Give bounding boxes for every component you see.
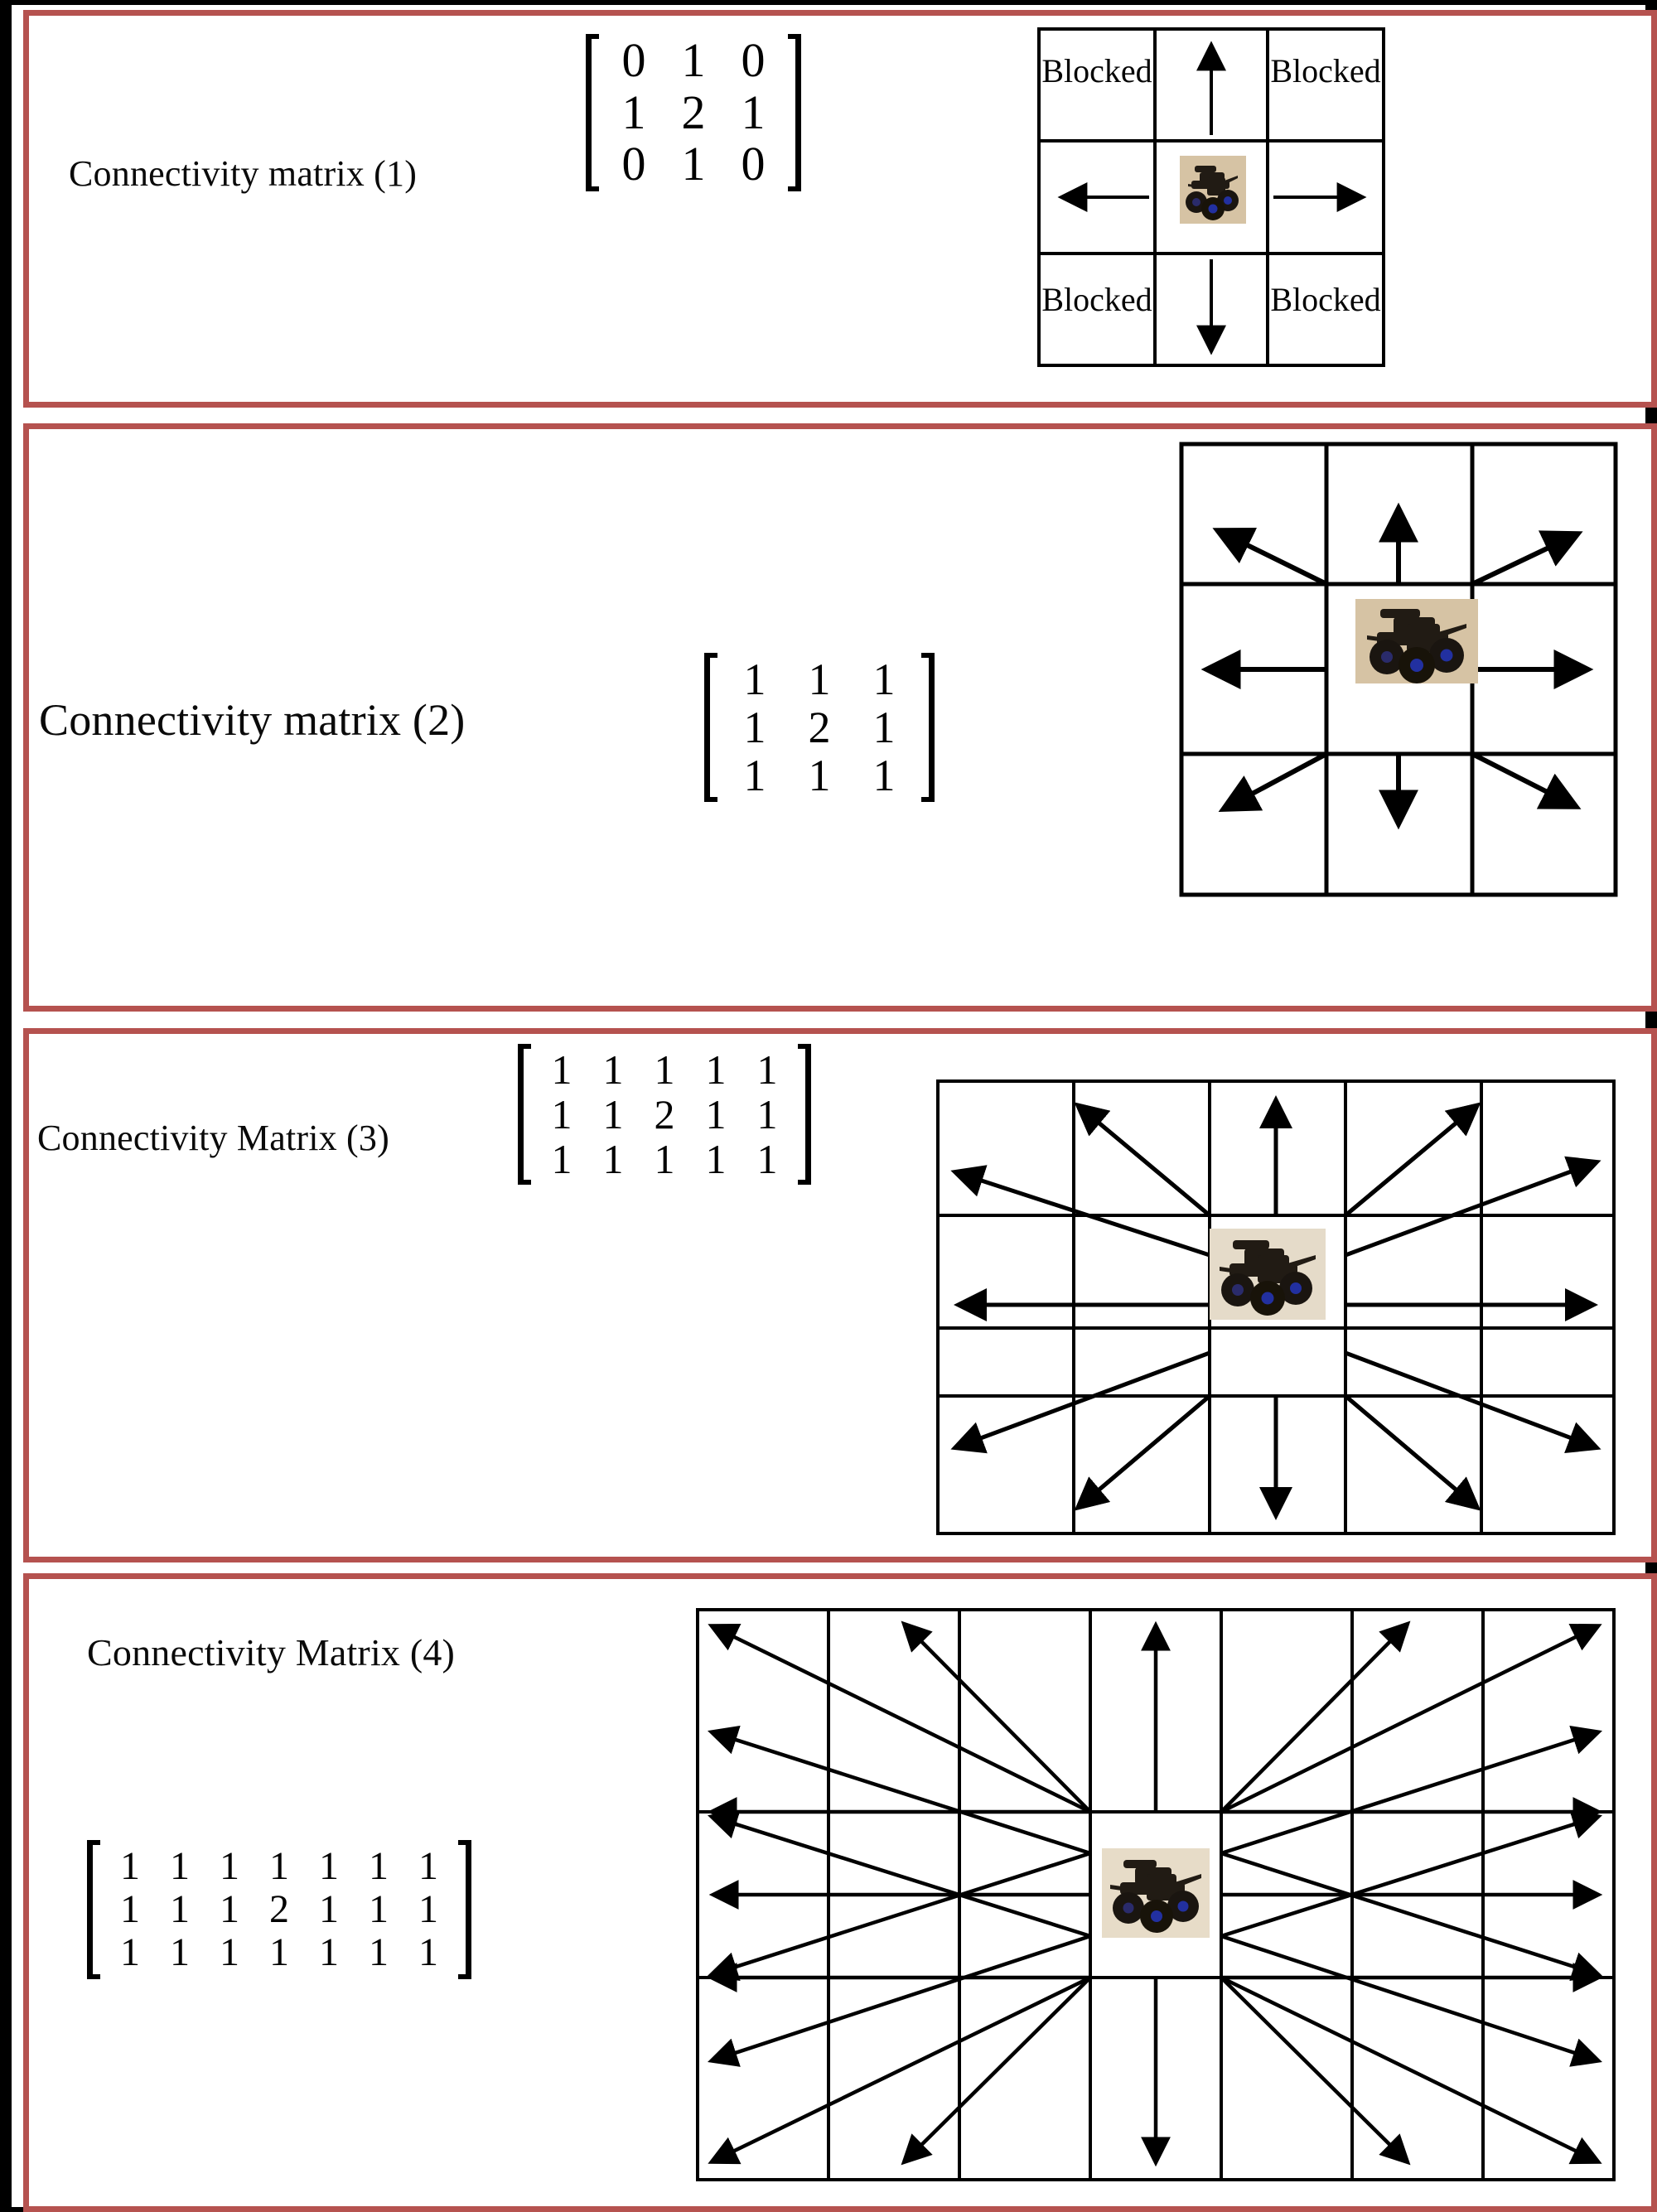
matrix-cell: 1	[120, 1929, 140, 1974]
matrix-cell: 1	[808, 751, 831, 801]
matrix-cell: 1	[551, 1091, 572, 1137]
panel-1-grid	[1037, 27, 1385, 367]
matrix-rows	[531, 1044, 798, 1185]
matrix-cell: 1	[369, 1887, 389, 1932]
matrix-cell: 1	[743, 654, 766, 704]
matrix-row	[604, 35, 783, 87]
matrix-rows	[717, 653, 921, 802]
panel-4-matrix	[87, 1840, 471, 1979]
bracket-left	[586, 34, 599, 191]
panel-4-label: Connectivity Matrix (4)	[87, 1631, 456, 1673]
panel-3-grid	[936, 1079, 1616, 1535]
panel-4-grid	[696, 1608, 1616, 2181]
matrix-cell: 1	[756, 1136, 778, 1182]
matrix-cell: 1	[170, 1929, 190, 1974]
panel-1-label: Connectivity matrix (1)	[69, 153, 418, 194]
matrix-row	[105, 1845, 453, 1888]
matrix-rows	[599, 34, 788, 191]
matrix-cell: 1	[705, 1136, 727, 1182]
matrix-cell: 1	[220, 1887, 239, 1932]
matrix-cell: 1	[756, 1091, 778, 1137]
panel-connectivity-matrix-2	[23, 423, 1657, 1012]
matrix-cell: 1	[756, 1046, 778, 1093]
bracket-left	[704, 653, 717, 802]
matrix-cell: 1	[872, 751, 896, 801]
matrix-cell: 1	[654, 1046, 675, 1093]
matrix-cell: 1	[681, 137, 706, 191]
matrix-cell: 1	[551, 1136, 572, 1182]
matrix-cell: 1	[220, 1844, 239, 1889]
robot-image	[1210, 1229, 1326, 1320]
matrix-cell: 1	[220, 1929, 239, 1974]
bracket-right	[788, 34, 801, 191]
panel-2-matrix	[704, 653, 935, 802]
panel-3-label: Connectivity Matrix (3)	[37, 1118, 389, 1158]
matrix-cell: 2	[269, 1887, 289, 1932]
blocked-cell-top-right: Blocked	[1270, 51, 1381, 89]
matrix-cell: 0	[741, 33, 766, 88]
panel-2-grid	[1179, 442, 1618, 897]
matrix-row	[722, 751, 916, 799]
matrix-cell: 1	[705, 1091, 727, 1137]
matrix-cell: 1	[319, 1929, 339, 1974]
matrix-cell: 1	[808, 654, 831, 704]
matrix-cell: 1	[705, 1046, 727, 1093]
matrix-cell: 1	[741, 85, 766, 139]
matrix-cell: 1	[170, 1844, 190, 1889]
matrix-row	[722, 703, 916, 751]
matrix-cell: 1	[872, 654, 896, 704]
matrix-rows	[100, 1840, 458, 1979]
matrix-cell: 2	[654, 1091, 675, 1137]
robot-image	[1355, 599, 1478, 683]
matrix-cell: 1	[369, 1929, 389, 1974]
bracket-right	[458, 1840, 471, 1979]
matrix-cell: 1	[418, 1844, 438, 1889]
matrix-cell: 1	[602, 1091, 624, 1137]
matrix-cell: 2	[681, 85, 706, 139]
matrix-cell: 1	[319, 1887, 339, 1932]
matrix-row	[722, 655, 916, 703]
matrix-cell: 1	[319, 1844, 339, 1889]
blocked-cell-top-left: Blocked	[1041, 51, 1152, 89]
matrix-row	[105, 1931, 453, 1974]
panel-1-matrix	[586, 34, 801, 191]
robot-image	[1180, 156, 1246, 224]
robot-image	[1102, 1848, 1210, 1938]
matrix-cell: 1	[681, 33, 706, 88]
matrix-cell: 1	[654, 1136, 675, 1182]
bracket-left	[518, 1044, 531, 1185]
panel-2-label: Connectivity matrix (2)	[39, 695, 466, 745]
matrix-cell: 1	[369, 1844, 389, 1889]
matrix-cell: 0	[621, 137, 646, 191]
matrix-row	[536, 1092, 793, 1137]
matrix-cell: 1	[418, 1929, 438, 1974]
matrix-row	[536, 1047, 793, 1092]
matrix-cell: 1	[170, 1887, 190, 1932]
bracket-right	[921, 653, 935, 802]
matrix-cell: 1	[602, 1046, 624, 1093]
matrix-row	[604, 87, 783, 139]
matrix-cell: 1	[743, 702, 766, 752]
matrix-row	[105, 1888, 453, 1931]
panel-3-matrix	[518, 1044, 811, 1185]
panel-connectivity-matrix-4	[23, 1573, 1657, 2212]
matrix-row	[536, 1137, 793, 1181]
panel-connectivity-matrix-1	[23, 10, 1657, 408]
matrix-cell: 1	[551, 1046, 572, 1093]
matrix-cell: 1	[743, 751, 766, 801]
bracket-right	[798, 1044, 811, 1185]
bracket-left	[87, 1840, 100, 1979]
matrix-cell: 1	[621, 85, 646, 139]
matrix-cell: 1	[602, 1136, 624, 1182]
matrix-cell: 1	[269, 1929, 289, 1974]
matrix-cell: 0	[621, 33, 646, 88]
matrix-cell: 1	[872, 702, 896, 752]
matrix-cell: 2	[808, 702, 831, 752]
blocked-cell-bottom-left: Blocked	[1041, 280, 1152, 318]
panel-connectivity-matrix-3	[23, 1028, 1657, 1562]
matrix-cell: 1	[120, 1844, 140, 1889]
matrix-cell: 1	[418, 1887, 438, 1932]
matrix-cell: 0	[741, 137, 766, 191]
blocked-cell-bottom-right: Blocked	[1270, 280, 1381, 318]
matrix-cell: 1	[269, 1844, 289, 1889]
matrix-row	[604, 138, 783, 191]
matrix-cell: 1	[120, 1887, 140, 1932]
